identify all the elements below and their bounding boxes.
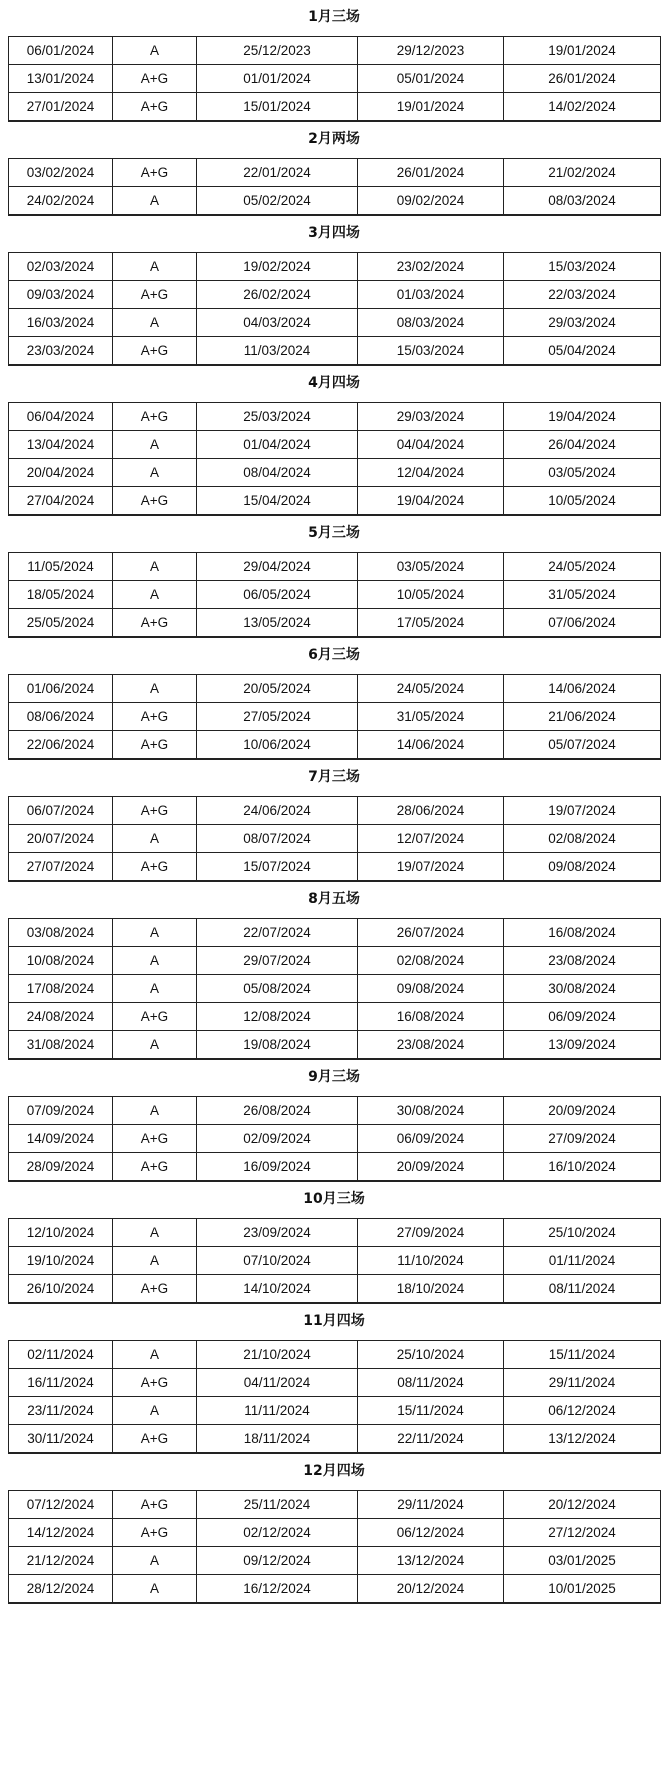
month-section — [8, 768, 660, 882]
register-end-cell: 04/04/2024 — [358, 431, 504, 459]
exam-date-cell: 23/03/2024 — [9, 337, 113, 366]
table-row — [9, 1153, 661, 1182]
result-date-cell: 25/10/2024 — [504, 1219, 661, 1247]
month-title: 6月三场 — [308, 647, 360, 663]
register-start-cell: 18/11/2024 — [197, 1425, 358, 1454]
result-date-cell: 07/06/2024 — [504, 609, 661, 638]
month-schedule-table — [8, 552, 661, 638]
register-start-cell: 26/08/2024 — [197, 1097, 358, 1125]
table-row — [9, 1275, 661, 1304]
register-start-cell: 22/01/2024 — [197, 159, 358, 187]
exam-type-cell: A — [113, 1247, 197, 1275]
result-date-cell: 23/08/2024 — [504, 947, 661, 975]
register-end-cell: 10/05/2024 — [358, 581, 504, 609]
month-title: 4月四场 — [308, 375, 360, 391]
exam-type-cell: A+G — [113, 403, 197, 431]
register-end-cell: 29/03/2024 — [358, 403, 504, 431]
table-row — [9, 1491, 661, 1519]
register-end-cell: 02/08/2024 — [358, 947, 504, 975]
exam-type-cell: A+G — [113, 1425, 197, 1454]
table-row — [9, 487, 661, 516]
register-start-cell: 22/07/2024 — [197, 919, 358, 947]
table-row — [9, 919, 661, 947]
exam-date-cell: 14/09/2024 — [9, 1125, 113, 1153]
exam-date-cell: 17/08/2024 — [9, 975, 113, 1003]
register-start-cell: 07/10/2024 — [197, 1247, 358, 1275]
table-row — [9, 459, 661, 487]
table-row — [9, 1341, 661, 1369]
result-date-cell: 02/08/2024 — [504, 825, 661, 853]
register-end-cell: 09/02/2024 — [358, 187, 504, 216]
result-date-cell: 03/01/2025 — [504, 1547, 661, 1575]
month-section — [8, 646, 660, 760]
month-schedule-table — [8, 402, 661, 516]
exam-type-cell: A — [113, 1341, 197, 1369]
exam-date-cell: 27/01/2024 — [9, 93, 113, 122]
register-start-cell: 24/06/2024 — [197, 797, 358, 825]
register-end-cell: 18/10/2024 — [358, 1275, 504, 1304]
table-row — [9, 431, 661, 459]
exam-type-cell: A — [113, 1575, 197, 1604]
register-end-cell: 14/06/2024 — [358, 731, 504, 760]
exam-date-cell: 08/06/2024 — [9, 703, 113, 731]
month-section — [8, 890, 660, 1060]
exam-type-cell: A — [113, 1097, 197, 1125]
month-title: 12月四场 — [303, 1463, 365, 1479]
exam-type-cell: A+G — [113, 731, 197, 760]
exam-type-cell: A+G — [113, 1491, 197, 1519]
exam-date-cell: 24/08/2024 — [9, 1003, 113, 1031]
register-end-cell: 20/12/2024 — [358, 1575, 504, 1604]
exam-date-cell: 20/07/2024 — [9, 825, 113, 853]
register-end-cell: 15/03/2024 — [358, 337, 504, 366]
exam-date-cell: 09/03/2024 — [9, 281, 113, 309]
register-end-cell: 25/10/2024 — [358, 1341, 504, 1369]
table-row — [9, 947, 661, 975]
result-date-cell: 29/03/2024 — [504, 309, 661, 337]
month-section — [8, 1462, 660, 1604]
month-section — [8, 224, 660, 366]
register-end-cell: 12/04/2024 — [358, 459, 504, 487]
exam-date-cell: 11/05/2024 — [9, 553, 113, 581]
register-end-cell: 01/03/2024 — [358, 281, 504, 309]
result-date-cell: 01/11/2024 — [504, 1247, 661, 1275]
exam-type-cell: A — [113, 825, 197, 853]
exam-date-cell: 07/12/2024 — [9, 1491, 113, 1519]
register-start-cell: 19/02/2024 — [197, 253, 358, 281]
register-start-cell: 16/12/2024 — [197, 1575, 358, 1604]
exam-date-cell: 06/04/2024 — [9, 403, 113, 431]
result-date-cell: 31/05/2024 — [504, 581, 661, 609]
result-date-cell: 16/10/2024 — [504, 1153, 661, 1182]
table-row — [9, 309, 661, 337]
register-end-cell: 26/01/2024 — [358, 159, 504, 187]
register-end-cell: 09/08/2024 — [358, 975, 504, 1003]
result-date-cell: 15/11/2024 — [504, 1341, 661, 1369]
month-title: 8月五场 — [308, 891, 360, 907]
exam-date-cell: 16/03/2024 — [9, 309, 113, 337]
table-row — [9, 1397, 661, 1425]
result-date-cell: 10/05/2024 — [504, 487, 661, 516]
register-start-cell: 12/08/2024 — [197, 1003, 358, 1031]
table-row — [9, 581, 661, 609]
result-date-cell: 26/04/2024 — [504, 431, 661, 459]
month-title: 5月三场 — [308, 525, 360, 541]
result-date-cell: 14/06/2024 — [504, 675, 661, 703]
month-title: 10月三场 — [303, 1191, 365, 1207]
month-schedule-table — [8, 158, 661, 216]
table-row — [9, 159, 661, 187]
exam-type-cell: A+G — [113, 1275, 197, 1304]
exam-date-cell: 01/06/2024 — [9, 675, 113, 703]
result-date-cell: 08/03/2024 — [504, 187, 661, 216]
exam-type-cell: A+G — [113, 1125, 197, 1153]
month-schedule-table — [8, 36, 661, 122]
result-date-cell: 05/07/2024 — [504, 731, 661, 760]
register-start-cell: 25/12/2023 — [197, 37, 358, 65]
table-row — [9, 1547, 661, 1575]
exam-type-cell: A — [113, 1219, 197, 1247]
exam-type-cell: A+G — [113, 1369, 197, 1397]
exam-date-cell: 06/07/2024 — [9, 797, 113, 825]
table-row — [9, 1247, 661, 1275]
exam-date-cell: 02/11/2024 — [9, 1341, 113, 1369]
register-start-cell: 06/05/2024 — [197, 581, 358, 609]
table-row — [9, 1369, 661, 1397]
exam-type-cell: A+G — [113, 487, 197, 516]
exam-date-cell: 23/11/2024 — [9, 1397, 113, 1425]
table-row — [9, 37, 661, 65]
exam-type-cell: A — [113, 1031, 197, 1060]
table-row — [9, 853, 661, 882]
exam-date-cell: 28/12/2024 — [9, 1575, 113, 1604]
result-date-cell: 13/09/2024 — [504, 1031, 661, 1060]
table-row — [9, 1219, 661, 1247]
exam-date-cell: 21/12/2024 — [9, 1547, 113, 1575]
month-schedule-table — [8, 1340, 661, 1454]
register-start-cell: 26/02/2024 — [197, 281, 358, 309]
register-end-cell: 03/05/2024 — [358, 553, 504, 581]
register-start-cell: 27/05/2024 — [197, 703, 358, 731]
result-date-cell: 13/12/2024 — [504, 1425, 661, 1454]
exam-date-cell: 13/01/2024 — [9, 65, 113, 93]
table-row — [9, 1125, 661, 1153]
register-start-cell: 01/04/2024 — [197, 431, 358, 459]
schedule-document — [8, 0, 660, 1604]
exam-date-cell: 27/04/2024 — [9, 487, 113, 516]
register-start-cell: 01/01/2024 — [197, 65, 358, 93]
month-title: 1月三场 — [308, 9, 360, 25]
exam-type-cell: A — [113, 1547, 197, 1575]
exam-date-cell: 20/04/2024 — [9, 459, 113, 487]
register-end-cell: 06/12/2024 — [358, 1519, 504, 1547]
register-end-cell: 15/11/2024 — [358, 1397, 504, 1425]
register-start-cell: 13/05/2024 — [197, 609, 358, 638]
result-date-cell: 10/01/2025 — [504, 1575, 661, 1604]
result-date-cell: 19/01/2024 — [504, 37, 661, 65]
exam-date-cell: 31/08/2024 — [9, 1031, 113, 1060]
register-end-cell: 26/07/2024 — [358, 919, 504, 947]
register-start-cell: 16/09/2024 — [197, 1153, 358, 1182]
register-start-cell: 29/07/2024 — [197, 947, 358, 975]
register-end-cell: 08/03/2024 — [358, 309, 504, 337]
table-row — [9, 65, 661, 93]
register-start-cell: 10/06/2024 — [197, 731, 358, 760]
exam-type-cell: A — [113, 309, 197, 337]
register-start-cell: 15/07/2024 — [197, 853, 358, 882]
result-date-cell: 15/03/2024 — [504, 253, 661, 281]
register-start-cell: 08/04/2024 — [197, 459, 358, 487]
register-end-cell: 24/05/2024 — [358, 675, 504, 703]
exam-type-cell: A+G — [113, 1153, 197, 1182]
register-end-cell: 23/08/2024 — [358, 1031, 504, 1060]
register-start-cell: 25/11/2024 — [197, 1491, 358, 1519]
exam-date-cell: 22/06/2024 — [9, 731, 113, 760]
exam-type-cell: A+G — [113, 337, 197, 366]
table-row — [9, 187, 661, 216]
month-section — [8, 130, 660, 216]
exam-type-cell: A — [113, 37, 197, 65]
register-start-cell: 21/10/2024 — [197, 1341, 358, 1369]
register-start-cell: 02/12/2024 — [197, 1519, 358, 1547]
exam-date-cell: 14/12/2024 — [9, 1519, 113, 1547]
exam-date-cell: 19/10/2024 — [9, 1247, 113, 1275]
exam-date-cell: 02/03/2024 — [9, 253, 113, 281]
month-section — [8, 8, 660, 122]
exam-type-cell: A+G — [113, 159, 197, 187]
result-date-cell: 06/12/2024 — [504, 1397, 661, 1425]
register-start-cell: 25/03/2024 — [197, 403, 358, 431]
register-end-cell: 20/09/2024 — [358, 1153, 504, 1182]
register-end-cell: 19/01/2024 — [358, 93, 504, 122]
result-date-cell: 19/07/2024 — [504, 797, 661, 825]
month-section — [8, 1068, 660, 1182]
exam-date-cell: 26/10/2024 — [9, 1275, 113, 1304]
month-title: 3月四场 — [308, 225, 360, 241]
exam-date-cell: 12/10/2024 — [9, 1219, 113, 1247]
register-end-cell: 29/12/2023 — [358, 37, 504, 65]
month-section — [8, 524, 660, 638]
exam-type-cell: A+G — [113, 281, 197, 309]
exam-type-cell: A+G — [113, 703, 197, 731]
month-schedule-table — [8, 1096, 661, 1182]
table-row — [9, 731, 661, 760]
register-start-cell: 11/03/2024 — [197, 337, 358, 366]
exam-date-cell: 25/05/2024 — [9, 609, 113, 638]
table-row — [9, 1425, 661, 1454]
register-start-cell: 19/08/2024 — [197, 1031, 358, 1060]
register-start-cell: 08/07/2024 — [197, 825, 358, 853]
table-row — [9, 1031, 661, 1060]
register-start-cell: 23/09/2024 — [197, 1219, 358, 1247]
month-schedule-table — [8, 674, 661, 760]
result-date-cell: 29/11/2024 — [504, 1369, 661, 1397]
register-end-cell: 12/07/2024 — [358, 825, 504, 853]
month-title: 2月两场 — [308, 131, 360, 147]
register-end-cell: 16/08/2024 — [358, 1003, 504, 1031]
register-end-cell: 27/09/2024 — [358, 1219, 504, 1247]
register-end-cell: 28/06/2024 — [358, 797, 504, 825]
exam-date-cell: 18/05/2024 — [9, 581, 113, 609]
table-row — [9, 1519, 661, 1547]
register-start-cell: 20/05/2024 — [197, 675, 358, 703]
table-row — [9, 825, 661, 853]
register-start-cell: 11/11/2024 — [197, 1397, 358, 1425]
month-title: 9月三场 — [308, 1069, 360, 1085]
result-date-cell: 21/02/2024 — [504, 159, 661, 187]
register-end-cell: 05/01/2024 — [358, 65, 504, 93]
exam-type-cell: A — [113, 459, 197, 487]
exam-type-cell: A — [113, 187, 197, 216]
exam-date-cell: 10/08/2024 — [9, 947, 113, 975]
exam-type-cell: A+G — [113, 93, 197, 122]
register-end-cell: 08/11/2024 — [358, 1369, 504, 1397]
register-start-cell: 04/03/2024 — [197, 309, 358, 337]
table-row — [9, 281, 661, 309]
exam-type-cell: A+G — [113, 609, 197, 638]
exam-type-cell: A — [113, 675, 197, 703]
result-date-cell: 30/08/2024 — [504, 975, 661, 1003]
register-start-cell: 04/11/2024 — [197, 1369, 358, 1397]
exam-date-cell: 03/08/2024 — [9, 919, 113, 947]
exam-date-cell: 28/09/2024 — [9, 1153, 113, 1182]
month-title: 7月三场 — [308, 769, 360, 785]
result-date-cell: 26/01/2024 — [504, 65, 661, 93]
exam-date-cell: 16/11/2024 — [9, 1369, 113, 1397]
table-row — [9, 609, 661, 638]
register-end-cell: 17/05/2024 — [358, 609, 504, 638]
register-start-cell: 09/12/2024 — [197, 1547, 358, 1575]
table-row — [9, 703, 661, 731]
register-start-cell: 02/09/2024 — [197, 1125, 358, 1153]
table-row — [9, 403, 661, 431]
register-start-cell: 05/08/2024 — [197, 975, 358, 1003]
table-row — [9, 253, 661, 281]
result-date-cell: 21/06/2024 — [504, 703, 661, 731]
exam-date-cell: 27/07/2024 — [9, 853, 113, 882]
register-end-cell: 19/04/2024 — [358, 487, 504, 516]
exam-type-cell: A — [113, 975, 197, 1003]
table-row — [9, 1575, 661, 1604]
register-end-cell: 30/08/2024 — [358, 1097, 504, 1125]
exam-date-cell: 03/02/2024 — [9, 159, 113, 187]
table-row — [9, 93, 661, 122]
exam-type-cell: A+G — [113, 1003, 197, 1031]
result-date-cell: 08/11/2024 — [504, 1275, 661, 1304]
exam-type-cell: A+G — [113, 853, 197, 882]
table-row — [9, 1097, 661, 1125]
exam-date-cell: 13/04/2024 — [9, 431, 113, 459]
exam-type-cell: A — [113, 947, 197, 975]
exam-type-cell: A — [113, 581, 197, 609]
exam-date-cell: 06/01/2024 — [9, 37, 113, 65]
register-end-cell: 11/10/2024 — [358, 1247, 504, 1275]
month-schedule-table — [8, 1490, 661, 1604]
exam-type-cell: A+G — [113, 1519, 197, 1547]
result-date-cell: 09/08/2024 — [504, 853, 661, 882]
exam-date-cell: 30/11/2024 — [9, 1425, 113, 1454]
register-start-cell: 14/10/2024 — [197, 1275, 358, 1304]
exam-date-cell: 24/02/2024 — [9, 187, 113, 216]
month-section — [8, 374, 660, 516]
register-start-cell: 15/01/2024 — [197, 93, 358, 122]
result-date-cell: 14/02/2024 — [504, 93, 661, 122]
table-row — [9, 1003, 661, 1031]
result-date-cell: 19/04/2024 — [504, 403, 661, 431]
result-date-cell: 16/08/2024 — [504, 919, 661, 947]
table-row — [9, 553, 661, 581]
register-end-cell: 23/02/2024 — [358, 253, 504, 281]
month-section — [8, 1190, 660, 1304]
register-end-cell: 06/09/2024 — [358, 1125, 504, 1153]
table-row — [9, 675, 661, 703]
month-schedule-table — [8, 918, 661, 1060]
register-start-cell: 29/04/2024 — [197, 553, 358, 581]
exam-type-cell: A — [113, 919, 197, 947]
exam-type-cell: A — [113, 253, 197, 281]
register-end-cell: 13/12/2024 — [358, 1547, 504, 1575]
month-section — [8, 1312, 660, 1454]
month-title: 11月四场 — [303, 1313, 365, 1329]
table-row — [9, 975, 661, 1003]
result-date-cell: 20/09/2024 — [504, 1097, 661, 1125]
month-schedule-table — [8, 1218, 661, 1304]
result-date-cell: 27/09/2024 — [504, 1125, 661, 1153]
result-date-cell: 22/03/2024 — [504, 281, 661, 309]
exam-type-cell: A+G — [113, 65, 197, 93]
register-start-cell: 05/02/2024 — [197, 187, 358, 216]
register-start-cell: 15/04/2024 — [197, 487, 358, 516]
register-end-cell: 19/07/2024 — [358, 853, 504, 882]
result-date-cell: 06/09/2024 — [504, 1003, 661, 1031]
result-date-cell: 24/05/2024 — [504, 553, 661, 581]
table-row — [9, 337, 661, 366]
exam-date-cell: 07/09/2024 — [9, 1097, 113, 1125]
exam-type-cell: A — [113, 1397, 197, 1425]
month-schedule-table — [8, 252, 661, 366]
result-date-cell: 05/04/2024 — [504, 337, 661, 366]
result-date-cell: 27/12/2024 — [504, 1519, 661, 1547]
result-date-cell: 03/05/2024 — [504, 459, 661, 487]
exam-type-cell: A — [113, 553, 197, 581]
month-schedule-table — [8, 796, 661, 882]
exam-type-cell: A+G — [113, 797, 197, 825]
table-row — [9, 797, 661, 825]
register-end-cell: 22/11/2024 — [358, 1425, 504, 1454]
register-end-cell: 31/05/2024 — [358, 703, 504, 731]
exam-type-cell: A — [113, 431, 197, 459]
register-end-cell: 29/11/2024 — [358, 1491, 504, 1519]
result-date-cell: 20/12/2024 — [504, 1491, 661, 1519]
